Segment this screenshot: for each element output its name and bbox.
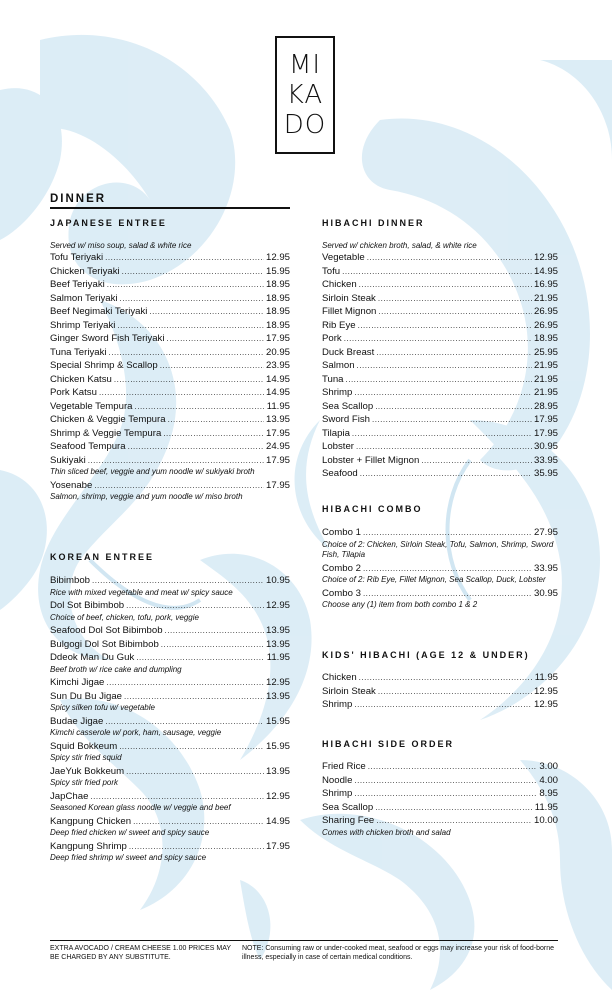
hibachi-combo-title: HIBACHI COMBO [322,504,423,514]
dot-leader [363,526,532,540]
menu-item-price: 17.95 [265,333,290,344]
menu-item-price: 15.95 [265,715,290,727]
menu-item [322,787,558,801]
menu-item-price: 12.95 [265,252,290,263]
dot-leader [346,373,532,387]
menu-item-price: 30.95 [533,441,558,452]
menu-item-name: Budae Jigae [50,715,104,727]
menu-item [50,815,290,829]
menu-item-price: 8.95 [539,788,558,799]
dot-leader [165,624,264,638]
menu-item-price: 12.95 [533,252,558,263]
dot-leader [166,332,264,346]
menu-item-name: Tuna [322,373,344,385]
dot-leader [126,765,264,779]
menu-item [322,292,558,306]
hibachi-side-order-list [322,760,558,839]
dot-leader [94,479,264,493]
menu-item-name: Yosenabe [50,479,93,491]
menu-item-price: 3.00 [539,761,558,772]
dot-leader [356,440,532,454]
menu-item-name: Sword Fish [322,414,370,425]
menu-item-name: Tuna Teriyaki [50,346,107,358]
menu-item [50,346,290,360]
menu-item-price: 14.95 [265,373,290,385]
menu-item-name: JaeYuk Bokkeum [50,765,125,777]
menu-item-name: Seafood Dol Sot Bibimbob [50,625,163,636]
menu-item [50,790,290,804]
menu-item [50,292,290,306]
dot-leader [376,346,532,360]
menu-item-price: 4.00 [539,774,558,786]
menu-item [50,305,290,319]
menu-item [50,373,290,387]
menu-item-name: Chicken Katsu [50,373,112,385]
menu-item-name: Beef Negimaki Teriyaki [50,306,148,317]
dot-leader [107,278,264,292]
menu-item [322,801,558,815]
dot-leader [354,386,532,400]
dot-leader [342,265,532,279]
dot-leader [99,386,264,400]
dot-leader [372,413,532,427]
menu-item [322,562,558,576]
menu-item-name: Combo 2 [322,562,361,574]
menu-item-name: Ddeok Man Du Guk [50,652,135,663]
dot-leader [378,305,532,319]
menu-item-name: Lobster + Fillet Mignon [322,454,420,466]
dot-leader [129,840,264,854]
menu-item-price: 16.95 [533,279,558,290]
dot-leader [133,815,264,829]
menu-item-name: Vegetable [322,252,365,263]
menu-item-name: Squid Bokkeum [50,740,118,752]
dot-leader [160,359,264,373]
logo-line-2: KA [286,80,324,110]
dot-leader [124,690,264,704]
menu-item-name: Sea Scallop [322,801,374,813]
menu-item-name: Salmon Teriyaki [50,292,118,304]
dot-leader [163,427,264,441]
menu-item-name: Shrimp Teriyaki [50,319,116,331]
menu-item [322,332,558,346]
menu-item-description: Beef broth w/ rice cake and dumpling [50,664,182,674]
korean-entree-list [50,574,290,865]
menu-item-price: 30.95 [533,587,558,599]
menu-item [322,319,558,333]
menu-item-price: 12.95 [533,699,558,710]
menu-item-price: 18.95 [265,319,290,331]
dot-leader [344,332,532,346]
menu-item-name: Beef Teriyaki [50,279,105,290]
dot-leader [92,574,264,588]
menu-item-name: Tofu [322,265,341,277]
menu-item-name: Sirloin Steak [322,685,376,697]
dot-leader [149,305,264,319]
menu-item-name: Shrimp [322,387,353,398]
hibachi-dinner-note: Served w/ chicken broth, salad, & white rice [322,241,477,250]
dot-leader [126,599,264,613]
menu-item [322,454,558,468]
menu-item-price: 13.95 [265,625,290,636]
logo-line-1: MI [288,50,322,80]
dot-leader [363,562,532,576]
menu-item-name: Fillet Mignon [322,306,377,317]
menu-item-price: 13.95 [265,414,290,425]
logo-line-3: DO [283,110,327,140]
dot-leader [375,801,533,815]
hibachi-dinner-list [322,251,558,481]
dot-leader [90,790,264,804]
menu-item [50,332,290,346]
menu-item-price: 17.95 [265,454,290,466]
dot-leader [352,427,532,441]
menu-item [50,638,290,652]
menu-item-price: 24.95 [265,441,290,452]
menu-item-price: 35.95 [533,468,558,479]
menu-item [322,359,558,373]
menu-item [50,386,290,400]
menu-item-price: 26.95 [533,306,558,317]
dot-leader [119,740,264,754]
menu-item-name: Chicken [322,672,357,683]
menu-item-price: 12.95 [265,677,290,688]
menu-item-description: Spicy stir fried squid [50,753,122,762]
menu-item-name: Lobster [322,441,354,452]
menu-item-price: 15.95 [265,740,290,752]
menu-item-name: Ginger Sword Fish Teriyaki [50,333,165,344]
menu-item-name: Combo 3 [322,587,361,599]
menu-item-description: Thin sliced beef, veggie and yum noodle w/ sukiyaki broth [50,467,255,476]
menu-item-price: 13.95 [265,690,290,702]
menu-item [322,278,558,292]
dot-leader [357,359,532,373]
dot-leader [359,671,533,685]
menu-item-price: 14.95 [265,387,290,398]
menu-item-description: Deep fried chicken w/ sweet and spicy sauce [50,828,210,837]
menu-item-price: 14.95 [533,265,558,277]
dot-leader [363,587,532,601]
menu-item [50,479,290,493]
menu-item-price: 23.95 [265,360,290,371]
footer-divider [50,940,558,941]
menu-item-description: Kimchi casserole w/ pork, ham, sausage, veggie [50,728,222,737]
menu-item-price: 18.95 [533,333,558,344]
menu-item [322,251,558,265]
menu-item [322,587,558,601]
menu-item-description: Seasoned Korean glass noodle w/ veggie and beef [50,803,231,812]
menu-item-name: Pork [322,333,342,344]
dinner-divider [50,207,290,209]
menu-item-price: 12.95 [533,685,558,697]
menu-item-name: Kangpung Chicken [50,815,132,827]
menu-item-description: Deep fried shrimp w/ sweet and spicy sauce [50,853,207,862]
dot-leader [106,676,264,690]
hibachi-side-order-title: HIBACHI SIDE ORDER [322,739,455,749]
menu-item-description: Choice of 2: Rib Eye, Fillet Mignon, Sea Scallop, Duck, Lobster [322,575,546,584]
menu-item-name: Shrimp [322,788,353,799]
menu-item-name: JapChae [50,790,89,802]
menu-item [50,427,290,441]
dot-leader [161,638,264,652]
menu-item-price: 18.95 [265,279,290,290]
menu-item-name: Sharing Fee [322,815,375,826]
menu-item-price: 17.95 [265,479,290,491]
menu-item [50,715,290,729]
menu-item-price: 11.95 [534,672,558,683]
menu-item [322,685,558,699]
menu-item-name: Salmon [322,360,355,371]
footer-substitution-note: EXTRA AVOCADO / CREAM CHEESE 1.00 PRICES MAY BE CHARGED BY ANY SUBSTITUTE. [50,945,231,961]
menu-item-name: Sukiyaki [50,454,86,466]
dot-leader [120,292,264,306]
menu-item [322,814,558,828]
dot-leader [168,413,264,427]
menu-item-price: 27.95 [533,527,558,538]
dot-leader [128,440,264,454]
menu-item-name: Seafood [322,468,358,479]
menu-item [322,440,558,454]
menu-item [50,454,290,468]
menu-item-price: 13.95 [265,638,290,650]
menu-item [322,373,558,387]
dot-leader [378,292,532,306]
menu-item-name: Sun Du Bu Jigae [50,690,122,702]
menu-item-name: Chicken [322,279,357,290]
dot-leader [136,651,264,665]
korean-entree-title: KOREAN ENTREE [50,552,155,562]
japanese-entree-title: JAPANESE ENTREE [50,218,167,228]
menu-item-price: 25.95 [533,346,558,358]
menu-item [50,676,290,690]
menu-item [322,671,558,685]
dot-leader [135,400,265,414]
menu-item-price: 11.95 [266,400,290,412]
menu-item-name: Seafood Tempura [50,441,126,452]
dinner-heading: DINNER [50,193,107,205]
menu-item-price: 10.95 [265,575,290,586]
menu-item-price: 11.95 [266,652,290,663]
footer-health-warning: NOTE: Consuming raw or under-cooked meat, seafood or eggs may increase your risk of food-borne illness, especially in case of certain medical conditions. [242,945,555,961]
dot-leader [109,346,264,360]
menu-item-price: 10.00 [533,815,558,826]
menu-item-price: 33.95 [533,454,558,466]
menu-item-name: Chicken Teriyaki [50,265,120,277]
menu-item-name: Special Shrimp & Scallop [50,360,158,371]
menu-item-description: Choice of 2: Chicken, Sirloin Steak, Tofu, Salmon, Shrimp, Sword Fish, Tilapia [322,539,554,559]
menu-item [322,526,558,540]
kids-hibachi-title: KIDS' HIBACHI (AGE 12 & UNDER) [322,650,530,660]
dot-leader [378,685,532,699]
menu-item-price: 17.95 [533,414,558,425]
menu-item-name: Kangpung Shrimp [50,840,127,852]
menu-item-name: Sirloin Steak [322,292,376,304]
japanese-entree-list [50,251,290,504]
dot-leader [122,265,264,279]
menu-item [50,574,290,588]
menu-item [322,467,558,481]
menu-item [50,440,290,454]
dot-leader [368,760,538,774]
menu-item-name: Rib Eye [322,319,356,331]
menu-item-description: Spicy silken tofu w/ vegetable [50,703,155,712]
menu-item-price: 21.95 [533,373,558,385]
dot-leader [375,400,532,414]
menu-item-price: 17.95 [533,427,558,439]
menu-item [50,319,290,333]
menu-item-name: Chicken & Veggie Tempura [50,414,166,425]
menu-item-price: 20.95 [265,346,290,358]
menu-item-name: Noodle [322,774,353,786]
menu-item-price: 15.95 [265,265,290,277]
menu-item-price: 14.95 [265,815,290,827]
menu-item-price: 28.95 [533,400,558,412]
menu-item [50,413,290,427]
menu-item-price: 21.95 [533,387,558,398]
menu-item-name: Combo 1 [322,527,361,538]
menu-item-price: 12.95 [265,790,290,802]
menu-item-price: 17.95 [265,427,290,439]
menu-item [50,651,290,665]
menu-item [322,427,558,441]
menu-item [322,400,558,414]
menu-item-name: Bibimbob [50,575,90,586]
dot-leader [358,319,532,333]
menu-item-price: 17.95 [265,840,290,852]
hibachi-dinner-title: HIBACHI DINNER [322,218,425,228]
menu-item-price: 11.95 [534,801,558,813]
menu-item-name: Shrimp & Veggie Tempura [50,427,162,439]
menu-item-description: Rice with mixed vegetable and meat w/ spicy sauce [50,587,233,597]
menu-item-name: Sea Scallop [322,400,374,412]
menu-item-description: Comes with chicken broth and salad [322,827,451,837]
menu-item-name: Kimchi Jigae [50,677,105,688]
menu-item-name: Vegetable Tempura [50,400,133,412]
menu-item [50,740,290,754]
dot-leader [360,467,532,481]
japanese-entree-note: Served w/ miso soup, salad & white rice [50,241,192,250]
menu-item [50,400,290,414]
dot-leader [117,319,264,333]
menu-item-name: Dol Sot Bibimbob [50,600,125,611]
dot-leader [105,251,264,265]
mikado-logo [275,36,335,154]
menu-item [322,698,558,712]
dot-leader [359,278,532,292]
menu-item-price: 12.95 [265,600,290,611]
menu-item-name: Bulgogi Dol Sot Bibimbob [50,638,159,650]
menu-item [50,251,290,265]
menu-item-price: 13.95 [265,765,290,777]
menu-item-name: Tilapia [322,427,350,439]
dot-leader [421,454,532,468]
dot-leader [105,715,264,729]
menu-item-description: Spicy stir fried pork [50,778,119,787]
menu-item-description: Choice of beef, chicken, tofu, pork, veggie [50,612,199,622]
menu-item-description: Salmon, shrimp, veggie and yum noodle w/ miso broth [50,492,243,501]
menu-item [50,278,290,292]
dot-leader [354,787,537,801]
menu-item-price: 33.95 [533,562,558,574]
menu-item [50,359,290,373]
menu-item-description: Choose any (1) item from both combo 1 & 2 [322,600,478,609]
dot-leader [354,698,532,712]
menu-item-price: 21.95 [533,360,558,371]
menu-item [50,840,290,854]
dot-leader [88,454,264,468]
menu-item [50,765,290,779]
hibachi-combo-list [322,526,558,612]
menu-item-name: Tofu Teriyaki [50,252,104,263]
menu-item-name: Fried Rice [322,761,366,772]
menu-item-price: 21.95 [533,292,558,304]
menu-item [322,265,558,279]
dot-leader [114,373,264,387]
menu-item-name: Duck Breast [322,346,375,358]
menu-item [50,624,290,638]
menu-item-name: Shrimp [322,699,353,710]
menu-item [322,346,558,360]
dot-leader [354,774,537,788]
menu-item [50,690,290,704]
dot-leader [376,814,532,828]
menu-item-name: Pork Katsu [50,387,97,398]
menu-item-price: 18.95 [265,292,290,304]
menu-item-price: 26.95 [533,319,558,331]
menu-item [322,760,558,774]
menu-item [322,386,558,400]
dot-leader [367,251,532,265]
menu-item [50,265,290,279]
menu-item [50,599,290,613]
menu-item-price: 18.95 [265,306,290,317]
menu-item [322,413,558,427]
menu-item [322,305,558,319]
menu-item [322,774,558,788]
kids-hibachi-list [322,671,558,712]
